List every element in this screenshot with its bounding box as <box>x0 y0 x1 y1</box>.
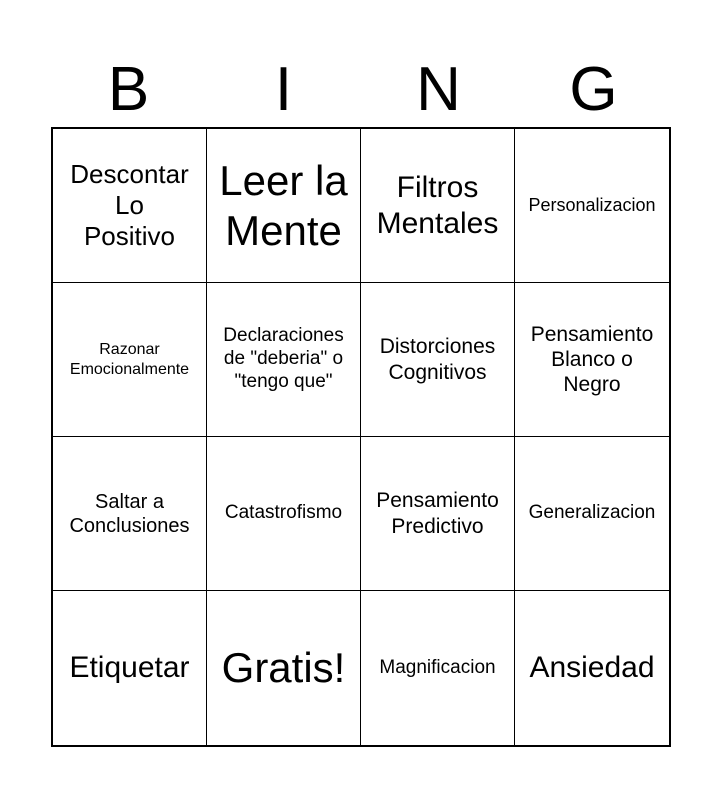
header-letter-b: B <box>107 55 150 124</box>
bingo-cell[interactable]: Filtros Mentales <box>361 129 515 283</box>
free-space-cell[interactable]: Gratis! <box>207 591 361 745</box>
bingo-cell[interactable]: Etiquetar <box>53 591 207 745</box>
bingo-cell[interactable]: Saltar a Conclusiones <box>53 437 207 591</box>
bingo-cell[interactable]: Personalizacion <box>515 129 669 283</box>
bingo-cell[interactable]: Generalizacion <box>515 437 669 591</box>
header-letter-i: I <box>274 55 293 124</box>
bingo-cell[interactable]: Distorciones Cognitivos <box>361 283 515 437</box>
bingo-cell[interactable]: Catastrofismo <box>207 437 361 591</box>
bingo-cell[interactable]: Pensamiento Blanco o Negro <box>515 283 669 437</box>
bingo-cell[interactable]: Descontar Lo Positivo <box>53 129 207 283</box>
bingo-cell[interactable]: Ansiedad <box>529 651 655 684</box>
header-letter-g: G <box>569 55 618 124</box>
bingo-cell[interactable]: Magnificacion <box>361 591 515 745</box>
bingo-cell[interactable]: Razonar Emocionalmente <box>53 283 207 437</box>
bingo-cell[interactable]: Pensamiento Predictivo <box>361 437 515 591</box>
bingo-cell[interactable]: Declaraciones de "deberia" o "tengo que" <box>207 283 361 437</box>
header-letter-n: N <box>416 55 461 124</box>
bingo-card-grid <box>51 127 671 747</box>
bingo-cell[interactable]: Leer la Mente <box>207 129 361 283</box>
bingo-header <box>51 52 671 128</box>
